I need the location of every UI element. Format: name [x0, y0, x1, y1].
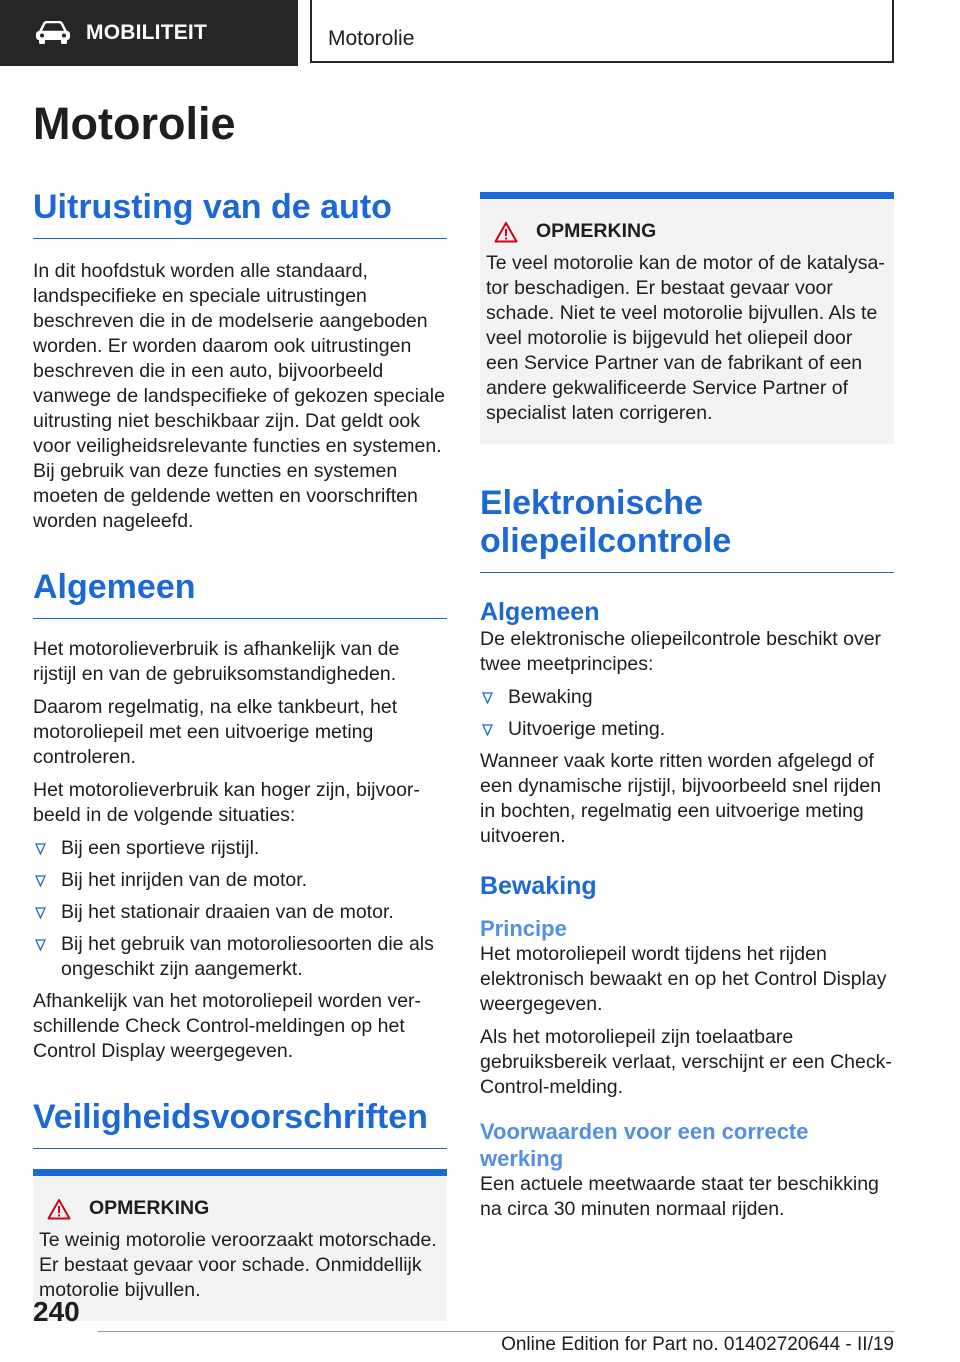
- page-number: 240: [33, 1296, 80, 1327]
- footer-divider: [98, 1331, 894, 1332]
- list-item: Bij het stationair draaien van de motor.: [33, 900, 447, 925]
- algemeen-p2: Daarom regelmatig, na elke tankbeurt, het motoroliepeil met een uitvoerige meting controleren.: [33, 696, 398, 768]
- heading-bewaking: Bewaking: [480, 872, 597, 900]
- warning-icon: [47, 1198, 71, 1220]
- page-title: Motorolie: [33, 98, 236, 149]
- car-icon: [34, 21, 72, 45]
- voorwaarden-text: Een actuele meetwaarde staat ter beschikking na circa 30 minuten normaal rijden.: [480, 1173, 879, 1220]
- list-item: Bij het inrijden van de motor.: [33, 868, 447, 893]
- heading-veiligheid: Veiligheidsvoorschriften: [33, 1098, 447, 1149]
- notice-header: [486, 219, 886, 244]
- notice-label: OPMERKING: [89, 1197, 210, 1219]
- uitrusting-text: In dit hoofdstuk worden alle standaard, landspecifieke en speciale uitrustingen beschreven die in de modelserie aangeboden worden. Er worden daarom ook uitrustingen beschreven die in een auto, bijvoorbeeld vanwege de landspecifieke of gekozen speciale uitrusting niet beschikbaar zijn. Dat geldt ook voor veiligheidsrelevante functies en systemen. Bij gebruik van deze functies en systemen moeten de geldende wetten en voorschriften worden nageleefd.: [33, 260, 445, 532]
- notice-text: Te veel motorolie kan de motor of de katalysator beschadigen. Er bestaat gevaar voor schade. Niet te veel motorolie bijvullen. Als te veel motorolie is bijgevuld het oliepeil door een Service Partner van de fabrikant of een andere gekwalificeerde Service Partner of specialist laten corrigeren.: [486, 252, 885, 424]
- heading-principe: Principe: [480, 916, 567, 941]
- triangle-bullet-icon: [482, 724, 493, 736]
- right-column: [480, 192, 894, 1230]
- algemeen-p4: Afhankelijk van het motoroliepeil worden verschillende Check Control-meldingen op het Control Display weergegeven.: [33, 990, 422, 1062]
- heading-uitrusting: Uitrusting van de auto: [33, 188, 447, 239]
- notice-box: [480, 192, 894, 444]
- elektronisch-text2: Wanneer vaak korte ritten worden afgelegd of een dynamische rijstijl, bijvoorbeeld snel rijden in bochten, regelmatig een uitvoerige meting uitvoeren.: [480, 750, 882, 847]
- section-label: MOBILITEIT: [86, 21, 207, 44]
- list-item: Bewaking: [480, 685, 894, 710]
- chapter-tab[interactable]: Motorolie: [310, 0, 894, 63]
- principe-p2: Als het motoroliepeil zijn toelaatbare gebruiksbereik verlaat, verschijnt er een Check-Control-melding.: [480, 1026, 892, 1098]
- principe-p1: Het motoroliepeil wordt tijdens het rijden elektronisch bewaakt en op het Control Display weergegeven.: [480, 943, 887, 1015]
- notice-text: Te weinig motorolie veroorzaakt motorschade. Er bestaat gevaar voor schade. Onmiddellijk motorolie bijvullen.: [39, 1229, 437, 1301]
- triangle-bullet-icon: [35, 843, 46, 855]
- elektronisch-text: De elektronische oliepeilcontrole beschikt over twee meetprincipes:: [480, 628, 882, 675]
- notice-label: OPMERKING: [536, 220, 657, 242]
- list-item: Uitvoerige meting.: [480, 717, 894, 742]
- triangle-bullet-icon: [35, 939, 46, 951]
- list-item: Bij een sportieve rijstijl.: [33, 836, 447, 861]
- warning-icon: [494, 221, 518, 243]
- algemeen-p3: Het motorolieverbruik kan hoger zijn, bijvoorbeeld in de volgende situaties:: [33, 779, 420, 826]
- heading-elektronisch: Elektronische oliepeilcontrole: [480, 484, 894, 573]
- notice-box: [33, 1169, 447, 1321]
- header-bar: [0, 0, 960, 66]
- notice-header: [39, 1196, 439, 1221]
- triangle-bullet-icon: [35, 875, 46, 887]
- heading-algemeen: Algemeen: [33, 568, 447, 619]
- principles-list: [480, 685, 894, 742]
- triangle-bullet-icon: [482, 692, 493, 704]
- left-column: [33, 188, 447, 1321]
- situations-list: [33, 836, 447, 982]
- section-tab[interactable]: [0, 0, 298, 66]
- triangle-bullet-icon: [35, 907, 46, 919]
- heading-algemeen-right: Algemeen: [480, 598, 600, 626]
- algemeen-p1: Het motorolieverbruik is afhankelijk van de rijstijl en van de gebruiksomstandigheden.: [33, 638, 400, 685]
- list-item: Bij het gebruik van motoroliesoorten die als ongeschikt zijn aangemerkt.: [33, 932, 447, 982]
- heading-voorwaarden: Voorwaarden voor een correcte werking: [480, 1119, 809, 1171]
- footer-edition: Online Edition for Part no. 01402720644 - II/19: [501, 1334, 894, 1355]
